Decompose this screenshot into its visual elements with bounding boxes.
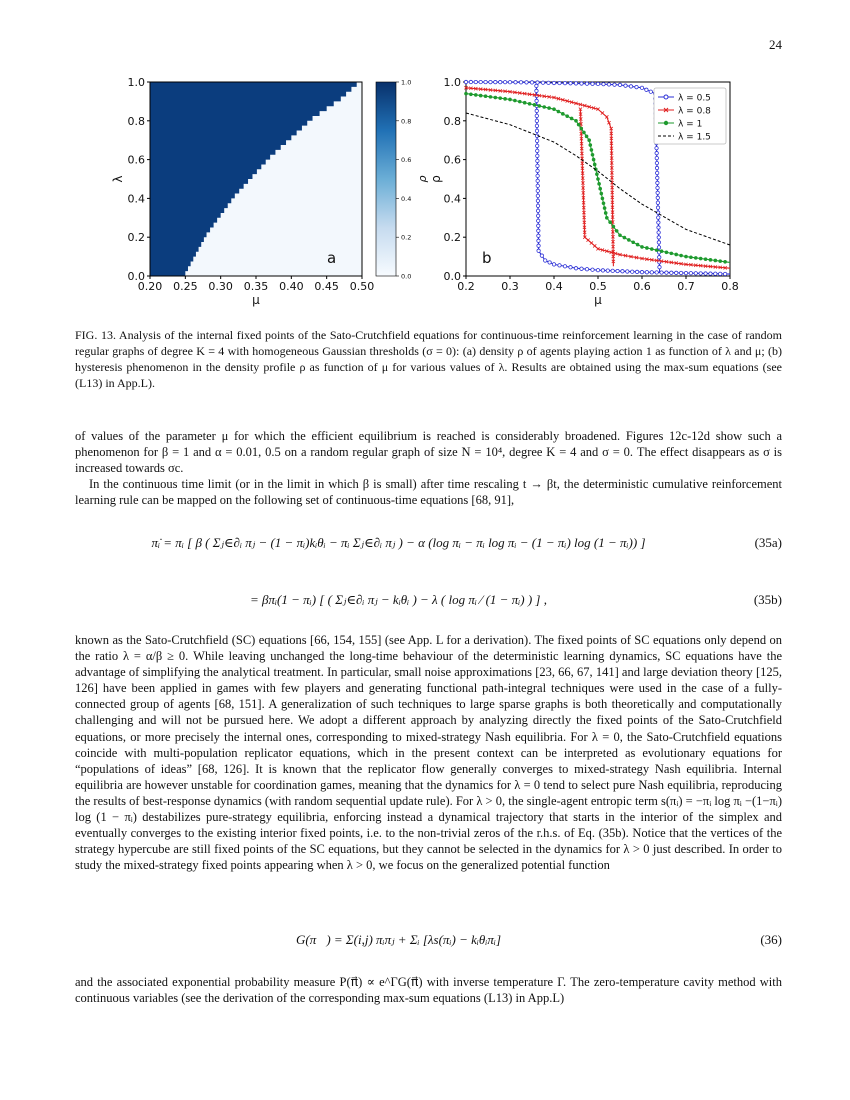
series-2-marker [689,255,693,259]
series-2-marker [650,247,654,251]
series-0-lower-marker [719,272,722,275]
series-0-lower-marker [536,144,539,147]
equation-35a-expr: π̇ᵢ = πᵢ [ β ( Σⱼ∈∂ᵢ πⱼ − (1 − πᵢ)kᵢθᵢ − πᵢ Σⱼ∈∂ᵢ πⱼ ) − α (log πᵢ − πᵢ log πᵢ − (1 − πᵢ) log (1 − πᵢ)) ] [151,535,646,550]
series-0-upper-marker [655,156,658,159]
series-2-marker [508,98,512,102]
series-0-upper-marker [640,86,643,89]
series-0-upper-marker [618,83,621,86]
figure-13 [110,72,760,312]
series-0-upper-marker [635,85,638,88]
series-2-marker [518,100,522,104]
line-plot-xtick-label: 0.2 [457,280,475,293]
equation-35b-expr: = βπᵢ(1 − πᵢ) [ ( Σⱼ∈∂ᵢ πⱼ − kᵢθᵢ ) − λ ( log πᵢ ⁄ (1 − πᵢ) ) ] , [249,592,547,607]
line-plot-ytick-label: 0.2 [443,231,461,245]
series-0-upper-marker [624,84,627,87]
series-2-marker [489,95,493,99]
series-2-marker [597,182,601,186]
series-2-marker [665,250,669,254]
series-0-upper-marker [656,186,659,189]
page-number: 24 [769,37,782,52]
legend-label-0: λ = 0.5 [678,93,711,104]
series-2-marker [694,256,698,260]
series-0-upper-marker [629,85,632,88]
series-0-upper-marker [657,216,660,219]
series-2-marker [533,103,537,107]
line-plot-xtick-label: 0.7 [677,280,695,293]
series-2-marker [565,114,569,118]
heatmap-ytick-label: 0.2 [127,231,145,245]
series-0-upper-marker [656,196,659,199]
series-2-marker [718,259,722,263]
series-0-lower-marker [626,270,629,273]
series-2-marker [608,220,612,224]
heatmap-ytick-label: 1.0 [127,76,145,89]
series-0-upper-marker [563,81,566,84]
series-2-marker [623,236,627,240]
line-plot-ylabel: ρ [429,175,443,183]
series-0-upper-marker [585,82,588,85]
series-2-marker [552,107,556,111]
series-2-marker [570,117,574,121]
series-0-lower-marker [536,154,539,157]
series-0-lower-marker [645,271,648,274]
series-0-lower-marker [537,249,540,252]
heatmap-xtick-label: 0.40 [279,280,304,293]
series-0-lower-marker [535,109,538,112]
legend-label-3: λ = 1.5 [678,132,711,143]
series-2-marker [605,216,609,220]
heatmap-ytick-label: 0.6 [127,153,145,167]
series-0-lower-marker [601,269,604,272]
series-0-lower-marker [684,271,687,274]
series-2-marker [595,172,599,176]
series-0-upper-marker [547,81,550,84]
paragraph-4-text: and the associated exponential probability measure P(π⃗) ∝ e^ΓG(π⃗) with inverse temperature Γ. The zero-temperature cavity method with continuous variables (see the derivation of the corresponding max-sum equations (L13) in App.L) [75,975,782,1006]
line-plot-xtick-label: 0.8 [721,280,739,293]
series-0-lower-marker [635,270,638,273]
panel-a-label: a [327,249,337,267]
series-0-lower-marker [723,272,726,275]
series-0-upper-marker [657,221,660,224]
equation-35b [75,592,782,612]
line-plot-xtick-label: 0.4 [545,280,563,293]
series-0-upper-marker [655,161,658,164]
series-2-marker [484,94,488,98]
equation-35a [75,535,782,555]
series-0-upper-marker [514,81,517,84]
series-2-marker [474,93,478,97]
series-0-lower-marker [616,269,619,272]
series-0-lower-marker [535,139,538,142]
heatmap-ytick-label: 0.8 [127,114,145,128]
series-0-upper-marker [655,171,658,174]
series-2-marker [591,153,595,157]
series-2-marker [593,163,597,167]
series-0-lower-marker [536,194,539,197]
legend-label-1: λ = 0.8 [678,106,711,117]
series-0-lower-marker [535,124,538,127]
colorbar-tick-label: 0.8 [401,117,412,126]
line-plot-xtick-label: 0.5 [589,280,607,293]
series-0-lower-marker [537,229,540,232]
series-0-lower-marker [536,214,539,217]
series-0-upper-marker [569,82,572,85]
series-0-lower-marker [709,272,712,275]
series-0-upper-marker [489,80,492,83]
series-0-lower-marker [655,271,658,274]
figure-caption: FIG. 13. Analysis of the internal fixed points of the Sato-Crutchfield equations for continuous-time reinforcement learning in the case of random regular graphs of degree K = 4 with homogeneous Gaussian thresholds (σ = 0): (a) density ρ of agents playing action 1 as function of λ and μ; (b) hysteresis phenomenon in the density profile ρ as function of μ for various values of λ. Results are obtained using the max-sum equations (see (L13) in App.L). [75,328,782,390]
series-2-marker [577,123,581,127]
series-0-lower-marker [563,265,566,268]
series-2-marker [604,211,608,215]
series-2-marker [592,158,596,162]
heatmap-xtick-label: 0.50 [349,280,375,293]
paragraph-2-text: In the continuous time limit (or in the limit in which β is small) after time rescaling t → βt, the deterministic cumulative reinforcement learning rule can be mapped on the following set of continuous-time equations [68, 91], [75,477,782,508]
legend-marker-2 [664,121,668,125]
panel-b-label: b [482,249,492,267]
series-2-marker [670,252,674,256]
series-2-marker [679,254,683,258]
colorbar-tick-label: 0.0 [401,272,412,281]
series-0-lower-marker [536,204,539,207]
series-0-upper-marker [536,81,539,84]
series-0-lower-marker [699,272,702,275]
series-0-upper-marker [519,81,522,84]
series-0-lower-marker [536,169,539,172]
series-2-marker [645,246,649,250]
series-2-marker [627,238,631,242]
series-2-marker [513,99,517,103]
series-0-upper-marker [503,80,506,83]
series-0-upper-marker [552,81,555,84]
series-0-lower-marker [574,267,577,270]
series-0-lower-marker [591,268,594,271]
series-0-upper-marker [558,81,561,84]
series-2-marker [631,240,635,244]
series-0-lower-marker [540,254,543,257]
line-plot-ytick-label: 1.0 [443,76,461,89]
series-0-lower-marker [535,114,538,117]
series-0-lower-marker [621,270,624,273]
series-0-lower-marker [714,272,717,275]
series-2-marker [469,92,473,96]
series-0-lower-marker [537,239,540,242]
series-2-marker [579,127,583,131]
series-0-upper-marker [530,81,533,84]
line-plot-xtick-label: 0.6 [633,280,651,293]
series-0-lower-marker [535,119,538,122]
equation-35a-number: (35a) [754,535,782,550]
series-0-upper-marker [656,201,659,204]
series-2-marker [587,138,591,142]
heatmap-ytick-label: 0.4 [127,192,145,206]
equation-36-number: (36) [760,932,782,947]
line-plot-ytick-label: 0.0 [443,270,461,283]
series-0-lower-marker [670,271,673,274]
series-0-upper-marker [657,226,660,229]
line-plot-ytick-label: 0.4 [443,192,461,206]
series-2-marker [479,94,483,98]
paragraph-4 [75,974,782,1006]
colorbar-tick-label: 0.4 [401,194,412,203]
heatmap-xtick-label: 0.20 [137,280,163,293]
series-0-upper-marker [525,81,528,84]
series-0-lower-marker [606,269,609,272]
series-2-marker [498,96,502,100]
series-0-upper-marker [464,80,467,83]
series-0-lower-marker [694,272,697,275]
series-0-upper-marker [580,82,583,85]
heatmap-xtick-label: 0.30 [208,280,233,293]
series-2-marker [585,135,589,139]
series-0-upper-marker [645,88,648,91]
paragraph-3 [75,632,782,873]
series-2-marker [598,187,602,191]
series-0-upper-marker [508,80,511,83]
series-0-lower-marker [537,224,540,227]
equation-35b-number: (35b) [753,592,782,607]
heatmap-ytick-label: 0.0 [127,270,145,283]
series-0-lower-marker [675,271,678,274]
series-2-marker [528,102,532,106]
heatmap-xtick-label: 0.35 [243,280,269,293]
series-2-marker [557,110,561,114]
series-2-marker [547,106,551,110]
colorbar-label: ρ [416,175,429,183]
series-0-upper-marker [657,241,660,244]
series-2-marker [618,233,622,237]
series-2-marker [615,229,619,233]
series-2-marker [523,101,527,105]
series-2-marker [655,248,659,252]
series-0-lower-marker [535,129,538,132]
series-0-lower-marker [537,234,540,237]
heatmap-xtick-label: 0.45 [314,280,339,293]
series-2-marker [699,257,703,261]
series-0-lower-marker [558,264,561,267]
series-0-upper-marker [494,80,497,83]
series-2-marker [660,249,664,253]
series-0-lower-marker [536,179,539,182]
series-2-marker [601,197,605,201]
series-0-upper-marker [657,246,660,249]
series-0-upper-marker [656,176,659,179]
series-0-upper-marker [574,82,577,85]
series-2-marker [640,245,644,249]
series-0-lower-marker [535,84,538,87]
series-0-upper-marker [649,90,652,93]
paragraph-1 [75,428,782,508]
series-0-upper-marker [591,82,594,85]
series-0-lower-marker [536,174,539,177]
series-2-marker [603,206,607,210]
series-0-upper-marker [658,256,661,259]
series-0-lower-marker [580,267,583,270]
series-0-lower-marker [585,268,588,271]
series-2-marker [612,225,616,229]
series-0-lower-marker [689,271,692,274]
series-0-lower-marker [640,270,643,273]
series-0-upper-marker [602,82,605,85]
series-0-upper-marker [541,81,544,84]
legend-marker-0 [664,95,668,99]
series-2-marker [636,243,640,247]
series-2-marker [674,253,678,257]
series-2-marker [723,260,727,264]
series-0-upper-marker [656,181,659,184]
series-0-lower-marker [650,271,653,274]
series-2-marker [464,92,468,96]
heatmap-xtick-label: 0.25 [173,280,198,293]
series-2-marker [561,112,565,116]
series-2-marker [494,96,498,100]
line-plot-ytick-label: 0.6 [443,153,461,167]
series-2-marker [596,177,600,181]
series-2-marker [589,143,593,147]
series-0-lower-marker [537,219,540,222]
series-0-lower-marker [596,268,599,271]
series-0-lower-marker [631,270,634,273]
series-0-upper-marker [657,231,660,234]
series-0-upper-marker [469,80,472,83]
equation-36 [75,932,782,952]
series-0-lower-marker [552,263,555,266]
series-0-upper-marker [479,80,482,83]
series-2-marker [684,255,688,259]
series-0-lower-marker [537,244,540,247]
series-0-lower-marker [536,159,539,162]
colorbar-tick-label: 0.6 [401,156,412,165]
series-0-upper-marker [474,80,477,83]
colorbar [376,82,396,276]
series-0-lower-marker [704,272,707,275]
series-0-upper-marker [655,166,658,169]
series-0-lower-marker [536,189,539,192]
series-2-marker [538,104,542,108]
figure-svg [110,72,760,312]
heatmap-xlabel: μ [252,293,260,307]
series-2-marker [590,148,594,152]
series-0-lower-marker [536,164,539,167]
series-0-lower-marker [535,99,538,102]
series-2-marker [600,192,604,196]
heatmap-ylabel: λ [111,175,125,183]
series-0-upper-marker [613,83,616,86]
series-0-upper-marker [656,206,659,209]
colorbar-tick-label: 0.2 [401,233,412,242]
series-2-marker [602,201,606,205]
series-2-marker [582,131,586,135]
series-0-upper-marker [656,191,659,194]
series-0-upper-marker [607,83,610,86]
series-0-upper-marker [484,80,487,83]
series-0-lower-marker [665,271,668,274]
series-0-upper-marker [499,80,502,83]
series-0-upper-marker [655,151,658,154]
series-0-lower-marker [536,209,539,212]
series-0-lower-marker [536,149,539,152]
series-0-lower-marker [536,199,539,202]
line-plot-ytick-label: 0.8 [443,114,461,128]
series-0-lower-marker [679,271,682,274]
series-0-lower-marker [548,261,551,264]
series-0-upper-marker [657,236,660,239]
series-0-lower-marker [569,266,572,269]
series-0-upper-marker [658,265,661,268]
colorbar-tick-label: 1.0 [401,78,412,87]
series-2-marker [574,119,578,123]
series-0-upper-marker [655,146,658,149]
series-2-marker [709,258,713,262]
series-2-marker [704,257,708,261]
series-0-lower-marker [535,89,538,92]
series-0-lower-marker [544,259,547,262]
equation-36-expr: G(π⃗) = Σ(i,j) πᵢπⱼ + Σᵢ [λs(πᵢ) − kᵢθᵢπᵢ] [295,932,502,947]
series-0-lower-marker [660,271,663,274]
series-0-lower-marker [611,269,614,272]
series-2-marker [542,105,546,109]
series-2-marker [714,259,718,263]
legend-label-2: λ = 1 [678,119,703,130]
paragraph-1-text: of values of the parameter μ for which the efficient equilibrium is reached is considerably broadened. Figures 12c-12d show such a phenomenon for β = 1 and α = 0.01, 0.5 on a random regular graph of size N = 10⁴, degree K = 4 and σ = 0. The effect disappears as σ is increased towards σc. [75,429,782,476]
series-0-upper-marker [596,82,599,85]
series-0-lower-marker [536,184,539,187]
line-plot-xtick-label: 0.3 [501,280,519,293]
paragraph-3-text: known as the Sato-Crutchfield (SC) equations [66, 154, 155] (see App. L for a derivation). The fixed points of SC equations only depend on the ratio λ = α/β ≥ 0. While leaving unchanged the long-time behaviour of the deterministic learning dynamics, SC equations have the advantage of simplifying the analytical treatment. In particular, small noise approximations [23, 66, 67, 141] and large deviation theory [125, 126] have been applied in games with few players and generating functional path-integral techniques were used in the case of a fully-connected group of agents [68, 151]. A generalization of such techniques to large sparse graphs is both theoretically and computationally challenging and will not be pursued here. We adopt a different approach by analyzing directly the fixed points of the Sato-Crutchfield equations, or more precisely the internal ones, corresponding to mixed-strategy Nash equilibria. For λ = 0, the Sato-Crutchfield equations coincide with multi-population replicator equations, which in the present context can be interpreted as evolutionary equations for “populations of ideas” [68, 126]. It is known that the replicator flow generally converges to mixed-strategy Nash equilibria. Internal equilibria are however unstable for coordination games, meaning that the dynamics for λ = 0 tend to select pure Nash equilibria, reproducing the results of best-response dynamics (with random sequential update rule). For λ > 0, the single-agent entropic term s(πᵢ) = −πᵢ log πᵢ −(1−πᵢ) log (1 − πᵢ) destabilizes pure-strategy equilibria, enforcing instead a dynamical trajectory that starts in the interior of the simplex and eventually converges to the existing interior fixed points, i.e. to the non-trivial zeros of the r.h.s. of Eq. (35b). Notice that the vertices of the strategy hypercube are still fixed points of the SC equations, but they cannot be selected in the dynamics for λ > 0 just described. In order to study the mixed-strategy fixed points appearing when λ > 0, we focus on the generalized potential function [75,633,782,873]
line-plot-xlabel: μ [594,293,602,307]
series-2-marker [503,97,507,101]
